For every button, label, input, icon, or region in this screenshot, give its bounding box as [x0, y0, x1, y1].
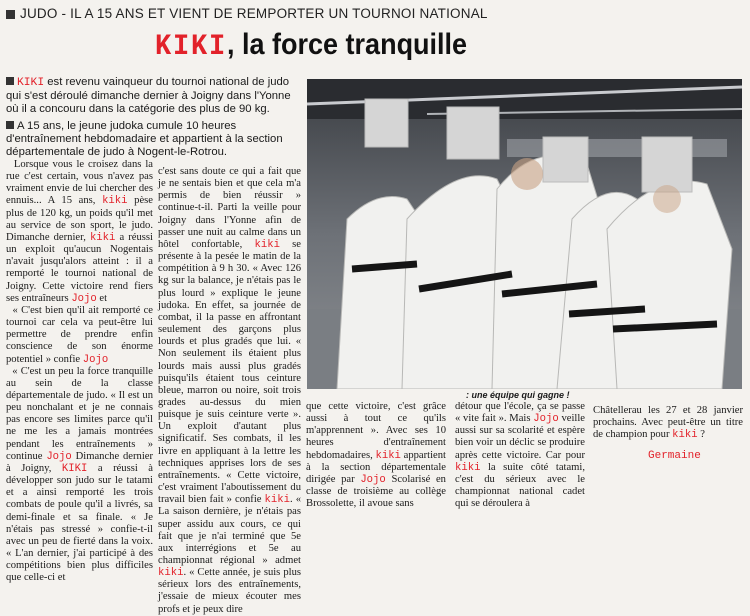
column-paragraph	[6, 159, 153, 305]
intro-name: KIKI	[17, 77, 45, 89]
redacted-name: kiki	[455, 461, 481, 474]
redacted-name: Jojo	[533, 413, 559, 426]
body-text: veille aussi sur sa scolarité et espère bien voir un déclic se produire après cette victoire. Car pour	[455, 413, 585, 461]
redacted-name: Jojo	[360, 473, 386, 486]
body-text: Châtellerau les 27 et 28 janvier prochains. Avec peut-être un titre de champion pour	[593, 405, 743, 441]
body-text: pèse plus de 120 kg, un poids qu'il met au service de son sport, le judo. Dimanche dernier,	[6, 195, 153, 243]
body-text: Dimanche dernier à Joigny,	[6, 450, 153, 474]
article-headline	[155, 28, 467, 64]
bullet-square-icon	[6, 121, 14, 129]
text-column-2	[158, 166, 301, 616]
column-paragraph	[6, 305, 153, 366]
body-text: et	[96, 292, 108, 304]
redacted-name: kiki	[672, 429, 698, 442]
article-kicker	[6, 6, 746, 21]
column-paragraph	[593, 405, 743, 441]
column-paragraph	[6, 366, 153, 585]
body-text: appartient à la section départementale dirigée par	[306, 449, 446, 485]
kicker-text: JUDO - IL A 15 ANS ET VIENT DE REMPORTER UN TOURNOI NATIONAL	[20, 6, 488, 21]
body-text: se présente à la pesée le matin de la compétition à 9 h 30. « Avec 126 kg sur la balance, je n'étais pas le plus lourd » explique le jeune judoka. En effet, sa journée de combat, il la passe en affrontant seulement des garçons plus lourds et plus gradés que lui. « Non seulement ils étaient plus lourds mais aussi plus gradés puisqu'ils étaient tous ceinture bleue, marron ou noire, soit trois grades au-dessus du mien puisque je suis ceinture verte ». Un exploit d'autant plus significatif. Ses combats, il les livre en appliquant à la lettre les techniques apprises lors de ses entraînements. « Cette victoire, c'est vraiment l'aboutissement du travail bien fait » confie	[158, 238, 301, 506]
redacted-name: Jojo	[46, 450, 72, 463]
redacted-name: kiki	[264, 494, 290, 507]
author-signature: Germaine	[648, 450, 701, 462]
column-paragraph	[455, 401, 585, 510]
body-text: détour que l'école, ça se passe « vite fait ». Mais	[455, 401, 585, 425]
body-text: . « Cette année, je suis plus sérieux lors des entraînements, j'essaie de mieux écouter mes profs et je peux dire	[158, 567, 301, 615]
redacted-name: kiki	[158, 567, 184, 580]
redacted-name: kiki	[89, 231, 116, 244]
text-column-5	[593, 405, 743, 441]
bullet-square-icon	[6, 77, 14, 85]
headline-rest: , la force tranquille	[227, 28, 468, 61]
body-text: la suite côté tatami, c'est du sérieux avec le championnat national cadet qui se déroulera à	[455, 461, 585, 510]
redacted-name: KIKI	[61, 462, 88, 475]
intro-paragraph-2	[6, 120, 300, 160]
bullet-square-icon	[6, 10, 15, 19]
redacted-name: kiki	[102, 195, 128, 208]
photo-illustration	[307, 79, 742, 389]
body-text: que cette victoire, c'est grâce aussi à tout ce qu'ils m'apprennent ». Avec ses 10 heures d'entraînement hebdomadaires,	[306, 401, 446, 461]
body-text: a réussi à développer son judo sur le tatami et a ainsi remporté les trois combats de poule qu'il a livrés, sa demi-finale et sa finale. « Je n'étais pas stressé » confie-t-il avec un peu de fierté dans la voix. « L'an dernier, j'ai participé à des compétitions bien plus difficiles que celle-ci et	[6, 462, 153, 584]
text-column-4	[455, 401, 585, 510]
judoka-group-photo	[307, 79, 742, 389]
body-text: a réussi un exploit qu'aucun Nogentais n'avait jusqu'alors atteint : il a remporté le tournoi national de Joigny. Cette victoire rend fiers ses entraîneurs	[6, 231, 153, 304]
body-text: . « La saison dernière, je n'étais pas super assidu aux cours, ce qui fait que je n'ai terminé que 5e aux interrégions et 5e au championnat régional » admet	[158, 494, 301, 566]
body-text: ?	[697, 429, 705, 441]
article-intro	[6, 76, 300, 162]
redacted-name: kiki	[254, 238, 280, 251]
redacted-name: Jojo	[71, 292, 97, 305]
intro-text-1: est revenu vainqueur du tournoi national de judo qui s'est déroulé dimanche dernier à Joigny dans l'Yonne où il a concouru dans la catégorie des plus de 90 kg.	[6, 76, 291, 116]
headline-name: KIKI	[155, 30, 228, 64]
body-text: Lorsque vous le croisez dans la rue c'est certain, vous n'avez pas vraiment envie de lui chercher des ennuis... A 15 ans,	[6, 159, 153, 207]
photo-caption: : une équipe qui gagne !	[466, 390, 570, 400]
redacted-name: Jojo	[82, 353, 109, 366]
column-paragraph	[158, 166, 301, 616]
text-column-3	[306, 401, 446, 510]
body-text: « C'est un peu la force tranquille au sein de la classe départementale de judo. « Il est un peu nonchalant et je ne connais pas encore ses limites parce qu'il ne me les a jamais montrées pendant les entraînements » continue	[6, 365, 153, 462]
body-text: « C'est bien qu'il ait remporté ce tournoi car cela va peut-être lui permettre de prendre enfin conscience de son énorme potentiel » confie	[6, 304, 153, 365]
intro-text-2: A 15 ans, le jeune judoka cumule 10 heures d'entraînement hebdomadaire et appartient à la section départementale de judo à Nogent-le-Rotrou.	[6, 119, 283, 159]
column-paragraph	[306, 401, 446, 510]
intro-paragraph-1	[6, 76, 300, 117]
body-text: c'est sans doute ce qui a fait que je ne sentais bien et que cela m'a permis de bien réussir » continue-t-il. Parti la veille pour Joigny dans l'Yonne afin de passer une nuit au calme dans un hôtel confortable,	[158, 166, 301, 250]
redacted-name: kiki	[375, 449, 401, 462]
body-text: Scolarisé en classe de troisième au collège Brossolette, il avoue sans	[306, 473, 446, 510]
text-column-1	[6, 159, 153, 584]
